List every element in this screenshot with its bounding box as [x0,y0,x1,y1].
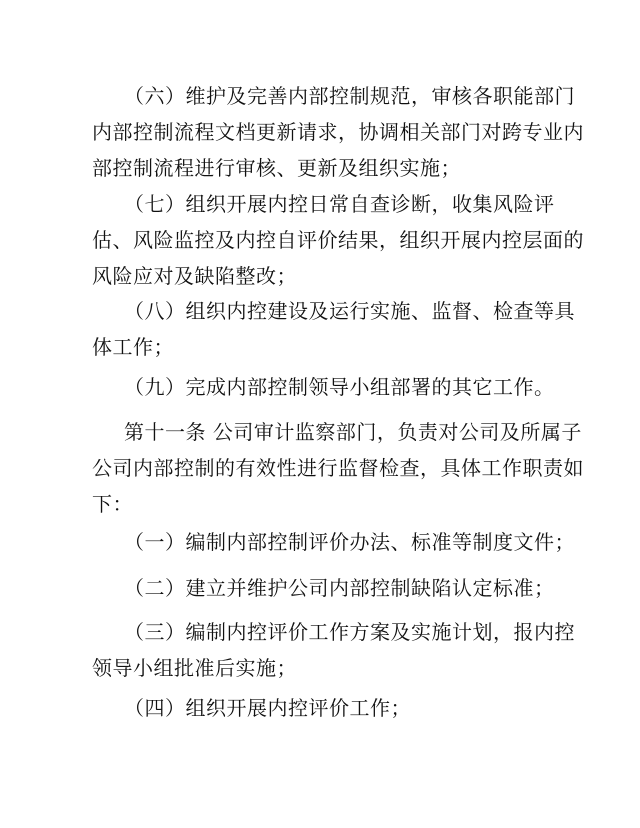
paragraph-line: 领导小组批准后实施； [92,656,297,680]
paragraph-line: （一）编制内部控制评价办法、标准等制度文件； [124,530,575,554]
paragraph-line: 部控制流程进行审核、更新及组织实施； [92,156,461,180]
paragraph-line: 第十一条 公司审计监察部门，负责对公司及所属子 [124,420,582,444]
paragraph-line: 体工作； [92,335,174,359]
paragraph-line: （六）维护及完善内部控制规范，审核各职能部门 [124,84,575,108]
paragraph-line: （八）组织内控建设及运行实施、监督、检查等具 [124,299,575,323]
paragraph-line: （四）组织开展内控评价工作； [124,696,411,720]
paragraph-item-6 [92,78,584,186]
paragraph-line: 公司内部控制的有效性进行监督检查，具体工作职责如 [92,456,584,480]
paragraph-item-9 [92,369,555,405]
paragraph-sub-item-3 [92,614,575,686]
paragraph-item-8 [92,293,575,365]
paragraph-line: 风险应对及缺陷整改； [92,264,297,288]
paragraph-line: （三）编制内控评价工作方案及实施计划，报内控 [124,620,575,644]
paragraph-line: （九）完成内部控制领导小组部署的其它工作。 [124,375,555,399]
paragraph-line: （七）组织开展内控日常自查诊断，收集风险评 [124,192,555,216]
paragraph-article-11 [92,414,584,522]
paragraph-item-7 [92,186,584,294]
paragraph-line: 估、风险监控及内控自评价结果，组织开展内控层面的 [92,228,584,252]
paragraph-line: 内部控制流程文档更新请求，协调相关部门对跨专业内 [92,120,584,144]
paragraph-sub-item-2 [92,570,555,606]
paragraph-line: 下： [92,492,133,516]
paragraph-sub-item-4 [92,690,552,726]
paragraph-sub-item-1 [92,524,575,560]
paragraph-line: （二）建立并维护公司内部控制缺陷认定标准； [124,576,555,600]
